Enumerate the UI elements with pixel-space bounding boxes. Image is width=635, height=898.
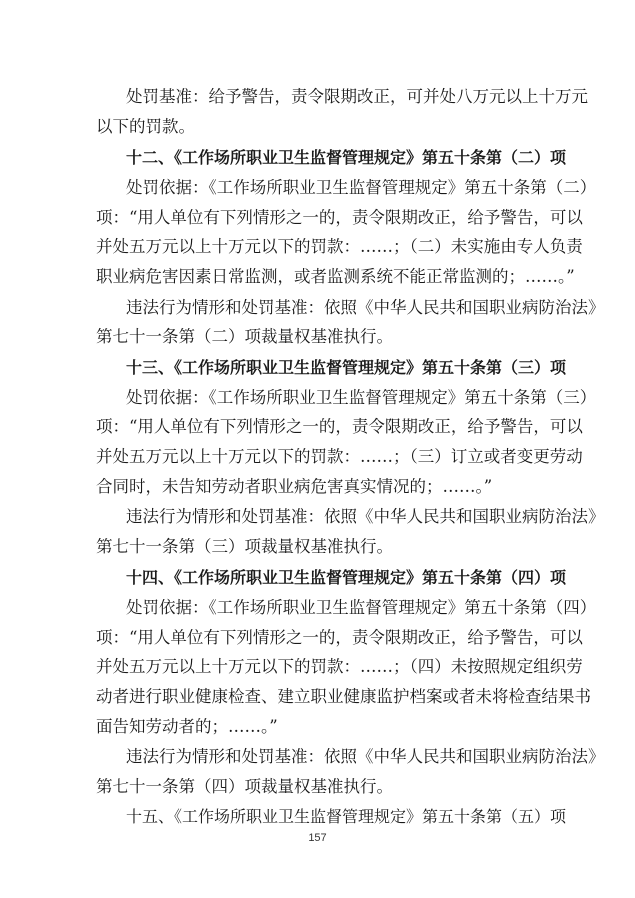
paragraph-line: 并处五万元以上十万元以下的罚款：……；（四）未按照规定组织劳 bbox=[96, 657, 583, 676]
page-number: 157 bbox=[308, 832, 327, 844]
paragraph-line: 第七十一条第（二）项裁量权基准执行。 bbox=[96, 327, 393, 346]
section-heading-12: 十二、《工作场所职业卫生监督管理规定》第五十条第（二）项 bbox=[126, 148, 567, 167]
paragraph-line: 违法行为情形和处罚基准：依照《中华人民共和国职业病防治法》 bbox=[126, 507, 605, 526]
paragraph-line: 处罚依据：《工作场所职业卫生监督管理规定》第五十条第（三） bbox=[126, 388, 597, 407]
section-heading-13: 十三、《工作场所职业卫生监督管理规定》第五十条第（三）项 bbox=[126, 358, 567, 377]
paragraph-line: 面告知劳动者的；……。” bbox=[96, 717, 278, 736]
paragraph-line: 职业病危害因素日常监测，或者监测系统不能正常监测的；……。” bbox=[96, 267, 575, 286]
paragraph-line: 项：“用人单位有下列情形之一的，责令限期改正，给予警告，可以 bbox=[96, 208, 583, 227]
paragraph-line: 项：“用人单位有下列情形之一的，责令限期改正，给予警告，可以 bbox=[96, 628, 583, 647]
paragraph-line: 以下的罚款。 bbox=[96, 117, 195, 136]
paragraph-line: 处罚基准：给予警告，责令限期改正，可并处八万元以上十万元 bbox=[126, 87, 588, 106]
paragraph-line: 第七十一条第（四）项裁量权基准执行。 bbox=[96, 777, 393, 796]
paragraph-line: 处罚依据：《工作场所职业卫生监督管理规定》第五十条第（二） bbox=[126, 178, 597, 197]
paragraph-line: 合同时，未告知劳动者职业病危害真实情况的；……。” bbox=[96, 477, 493, 496]
paragraph-line: 第七十一条第（三）项裁量权基准执行。 bbox=[96, 537, 393, 556]
paragraph-line: 违法行为情形和处罚基准：依照《中华人民共和国职业病防治法》 bbox=[126, 747, 605, 766]
paragraph-line: 项：“用人单位有下列情形之一的，责令限期改正，给予警告，可以 bbox=[96, 417, 583, 436]
paragraph-line: 并处五万元以上十万元以下的罚款：……；（三）订立或者变更劳动 bbox=[96, 447, 583, 466]
paragraph-line: 违法行为情形和处罚基准：依照《中华人民共和国职业病防治法》 bbox=[126, 298, 605, 317]
paragraph-line: 并处五万元以上十万元以下的罚款：……；（二）未实施由专人负责 bbox=[96, 237, 583, 256]
section-heading-14: 十四、《工作场所职业卫生监督管理规定》第五十条第（四）项 bbox=[126, 568, 567, 587]
paragraph-line: 动者进行职业健康检查、建立职业健康监护档案或者未将检查结果书 bbox=[96, 687, 591, 706]
paragraph-line: 处罚依据：《工作场所职业卫生监督管理规定》第五十条第（四） bbox=[126, 598, 597, 617]
section-heading-15: 十五、《工作场所职业卫生监督管理规定》第五十条第（五）项 bbox=[126, 807, 567, 826]
